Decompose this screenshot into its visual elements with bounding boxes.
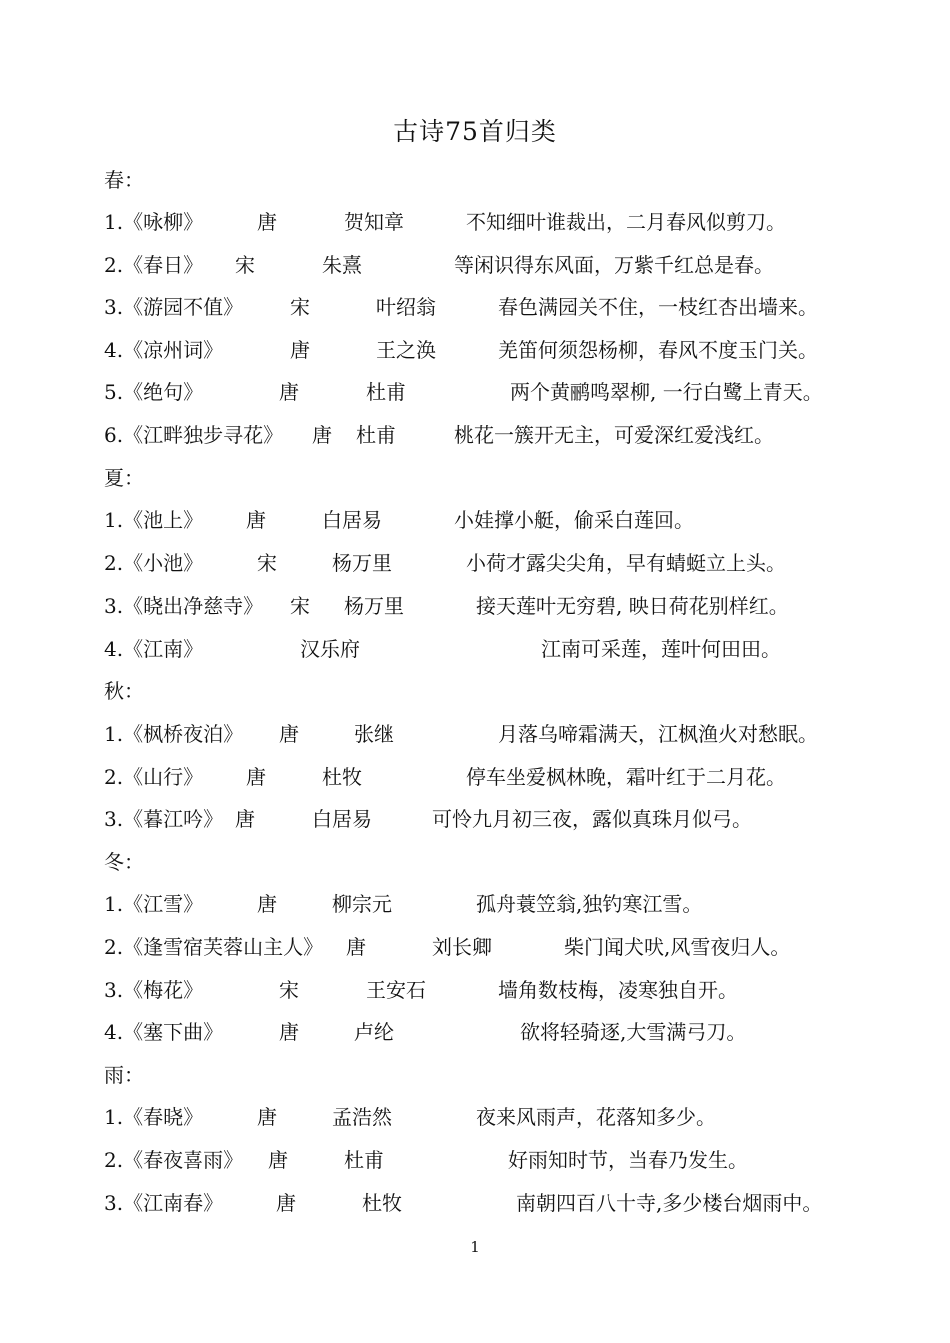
poem-author: 卢纶	[354, 1020, 394, 1044]
poem-dynasty: 唐	[279, 722, 299, 746]
page-title: 古诗75首归类	[393, 117, 557, 146]
poem-title: 1.《池上》	[104, 508, 204, 532]
poem-verse: 可怜九月初三夜，露似真珠月似弓。	[432, 807, 752, 831]
poem-dynasty: 唐	[257, 210, 277, 234]
poem-title: 5.《绝句》	[104, 380, 204, 404]
poem-verse: 夜来风雨声，花落知多少。	[476, 1105, 716, 1129]
poem-dynasty: 唐	[346, 935, 366, 959]
poem-title: 2.《春夜喜雨》	[104, 1148, 244, 1172]
poem-verse: 柴门闻犬吠,风雪夜归人。	[564, 935, 791, 959]
poem-author: 杨万里	[332, 551, 392, 575]
poem-dynasty: 唐	[279, 380, 299, 404]
poem-title: 4.《江南》	[104, 637, 204, 661]
poem-title: 1.《咏柳》	[104, 210, 204, 234]
poem-author: 杜甫	[356, 423, 396, 447]
poem-dynasty: 唐	[279, 1020, 299, 1044]
poem-dynasty: 唐	[312, 423, 332, 447]
poem-verse: 两个黄鹂鸣翠柳, 一行白鹭上青天。	[510, 380, 823, 404]
poem-verse: 欲将轻骑逐,大雪满弓刀。	[520, 1020, 747, 1044]
poem-verse: 桃花一簇开无主，可爱深红爱浅红。	[454, 423, 774, 447]
poem-title: 3.《梅花》	[104, 978, 204, 1002]
poem-title: 2.《春日》	[104, 253, 204, 277]
poem-author: 汉乐府	[300, 637, 360, 661]
poem-dynasty: 唐	[268, 1148, 288, 1172]
poem-verse: 羌笛何须怨杨柳，春风不度玉门关。	[498, 338, 818, 362]
poem-title: 1.《春晓》	[104, 1105, 204, 1129]
section-heading-summer: 夏：	[104, 466, 144, 490]
poem-author: 杜牧	[322, 765, 362, 789]
poem-author: 贺知章	[344, 210, 404, 234]
poem-verse: 春色满园关不住，一枝红杏出墙来。	[498, 295, 818, 319]
poem-title: 3.《暮江吟》	[104, 807, 224, 831]
section-heading-autumn: 秋：	[104, 679, 144, 703]
poem-verse: 小荷才露尖尖角，早有蜻蜓立上头。	[466, 551, 786, 575]
poem-title: 2.《逢雪宿芙蓉山主人》	[104, 935, 324, 959]
poem-author: 朱熹	[322, 253, 362, 277]
poem-verse: 等闲识得东风面，万紫千红总是春。	[454, 253, 774, 277]
poem-title: 1.《枫桥夜泊》	[104, 722, 244, 746]
poem-verse: 接天莲叶无穷碧, 映日荷花别样红。	[476, 594, 789, 618]
section-heading-spring: 春：	[104, 168, 144, 192]
poem-author: 杜甫	[344, 1148, 384, 1172]
poem-author: 王安石	[366, 978, 426, 1002]
poem-title: 3.《游园不值》	[104, 295, 244, 319]
poem-dynasty: 宋	[279, 978, 299, 1002]
poem-dynasty: 唐	[246, 765, 266, 789]
poem-verse: 南朝四百八十寺,多少楼台烟雨中。	[516, 1191, 823, 1215]
poem-title: 6.《江畔独步寻花》	[104, 423, 284, 447]
poem-verse: 孤舟蓑笠翁,独钓寒江雪。	[476, 892, 703, 916]
poem-title: 2.《小池》	[104, 551, 204, 575]
section-heading-rain: 雨：	[104, 1063, 144, 1087]
poem-dynasty: 唐	[276, 1191, 296, 1215]
poem-title: 4.《凉州词》	[104, 338, 224, 362]
poem-verse: 停车坐爱枫林晚，霜叶红于二月花。	[466, 765, 786, 789]
poem-verse: 月落乌啼霜满天，江枫渔火对愁眠。	[498, 722, 818, 746]
poem-author: 柳宗元	[332, 892, 392, 916]
poem-title: 3.《晓出净慈寺》	[104, 594, 264, 618]
poem-dynasty: 唐	[235, 807, 255, 831]
poem-author: 刘长卿	[432, 935, 492, 959]
section-heading-winter: 冬：	[104, 850, 144, 874]
poem-verse: 小娃撑小艇，偷采白莲回。	[454, 508, 694, 532]
poem-title: 3.《江南春》	[104, 1191, 224, 1215]
poem-title: 4.《塞下曲》	[104, 1020, 224, 1044]
poem-dynasty: 唐	[246, 508, 266, 532]
poem-author: 杨万里	[344, 594, 404, 618]
poem-dynasty: 宋	[235, 253, 255, 277]
poem-author: 王之涣	[376, 338, 436, 362]
page-number: 1	[470, 1238, 480, 1256]
poem-title: 2.《山行》	[104, 765, 204, 789]
poem-verse: 不知细叶谁裁出，二月春风似剪刀。	[466, 210, 786, 234]
poem-verse: 墙角数枝梅，凌寒独自开。	[498, 978, 738, 1002]
poem-dynasty: 唐	[257, 892, 277, 916]
poem-author: 叶绍翁	[376, 295, 436, 319]
poem-dynasty: 宋	[290, 594, 310, 618]
poem-author: 杜牧	[362, 1191, 402, 1215]
poem-dynasty: 宋	[257, 551, 277, 575]
poem-author: 白居易	[312, 807, 372, 831]
poem-dynasty: 宋	[290, 295, 310, 319]
poem-dynasty: 唐	[257, 1105, 277, 1129]
poem-author: 孟浩然	[332, 1105, 392, 1129]
poem-dynasty: 唐	[290, 338, 310, 362]
poem-author: 张继	[354, 722, 394, 746]
poem-verse: 江南可采莲，莲叶何田田。	[541, 637, 781, 661]
poem-title: 1.《江雪》	[104, 892, 204, 916]
poem-verse: 好雨知时节，当春乃发生。	[508, 1148, 748, 1172]
poem-author: 杜甫	[366, 380, 406, 404]
poem-author: 白居易	[322, 508, 382, 532]
